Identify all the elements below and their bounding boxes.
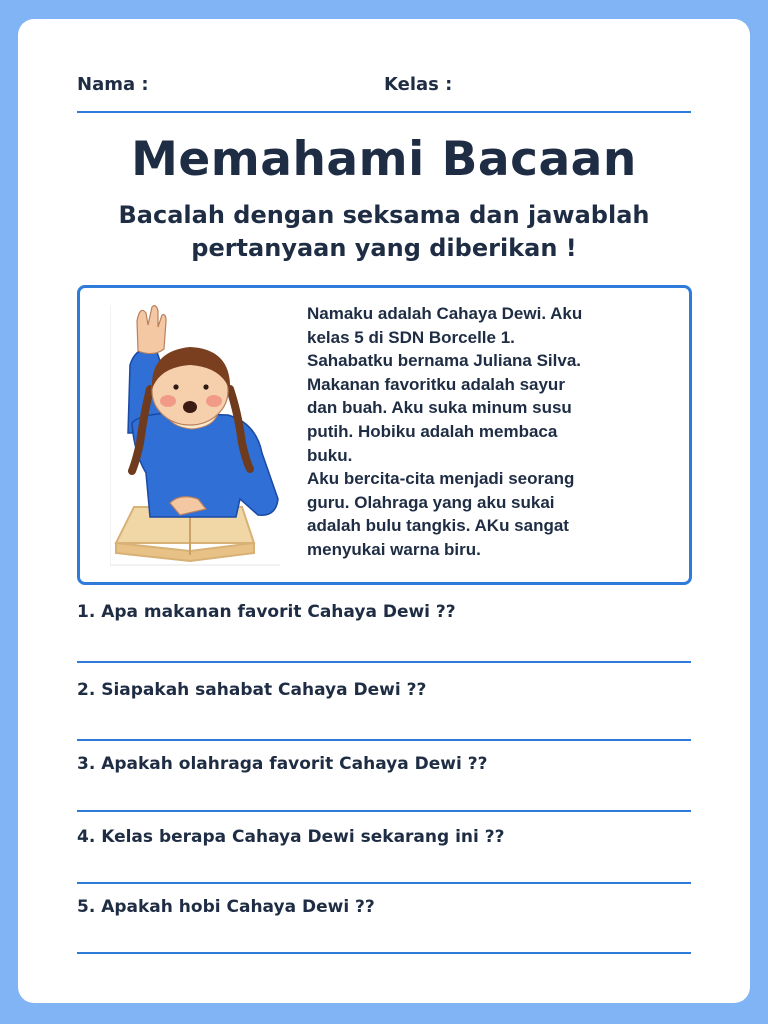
answer-line-5[interactable]: [77, 952, 691, 954]
girl-reading-illustration: [110, 303, 282, 567]
page-title: Memahami Bacaan: [131, 132, 637, 187]
answer-line-1[interactable]: [77, 661, 691, 663]
instructions-line-2: pertanyaan yang diberikan !: [191, 234, 577, 262]
question-3: 3. Apakah olahraga favorit Cahaya Dewi ??: [77, 754, 488, 774]
passage-line: Aku bercita-cita menjadi seorang: [307, 469, 575, 489]
header-row: [77, 74, 691, 100]
passage-line: dan buah. Aku suka minum susu: [307, 398, 572, 418]
answer-line-4[interactable]: [77, 882, 691, 884]
passage-line: adalah bulu tangkis. AKu sangat: [307, 516, 569, 536]
passage-line: Sahabatku bernama Juliana Silva.: [307, 351, 582, 371]
passage-line: kelas 5 di SDN Borcelle 1.: [307, 327, 515, 347]
reading-passage-box: [77, 285, 692, 585]
passage-line: Namaku adalah Cahaya Dewi. Aku: [307, 304, 583, 323]
passage-line: Makanan favoritku adalah sayur: [307, 374, 565, 394]
answer-line-3[interactable]: [77, 810, 691, 812]
name-label: Nama :: [77, 74, 149, 95]
instructions-line-1: Bacalah dengan seksama dan jawablah: [118, 201, 650, 229]
question-4: 4. Kelas berapa Cahaya Dewi sekarang ini ??: [77, 827, 505, 847]
class-label: Kelas :: [384, 74, 453, 95]
passage-line: putih. Hobiku adalah membaca: [307, 421, 558, 441]
question-5: 5. Apakah hobi Cahaya Dewi ??: [77, 897, 375, 917]
answer-line-2[interactable]: [77, 739, 691, 741]
passage-line: guru. Olahraga yang aku sukai: [307, 492, 555, 512]
passage-line: menyukai warna biru.: [307, 539, 481, 559]
passage-line: buku.: [307, 445, 353, 465]
question-1: 1. Apa makanan favorit Cahaya Dewi ??: [77, 602, 456, 622]
question-2: 2. Siapakah sahabat Cahaya Dewi ??: [77, 680, 427, 700]
header-divider: [77, 111, 691, 113]
instructions: [84, 199, 684, 265]
reading-passage: [307, 302, 677, 562]
